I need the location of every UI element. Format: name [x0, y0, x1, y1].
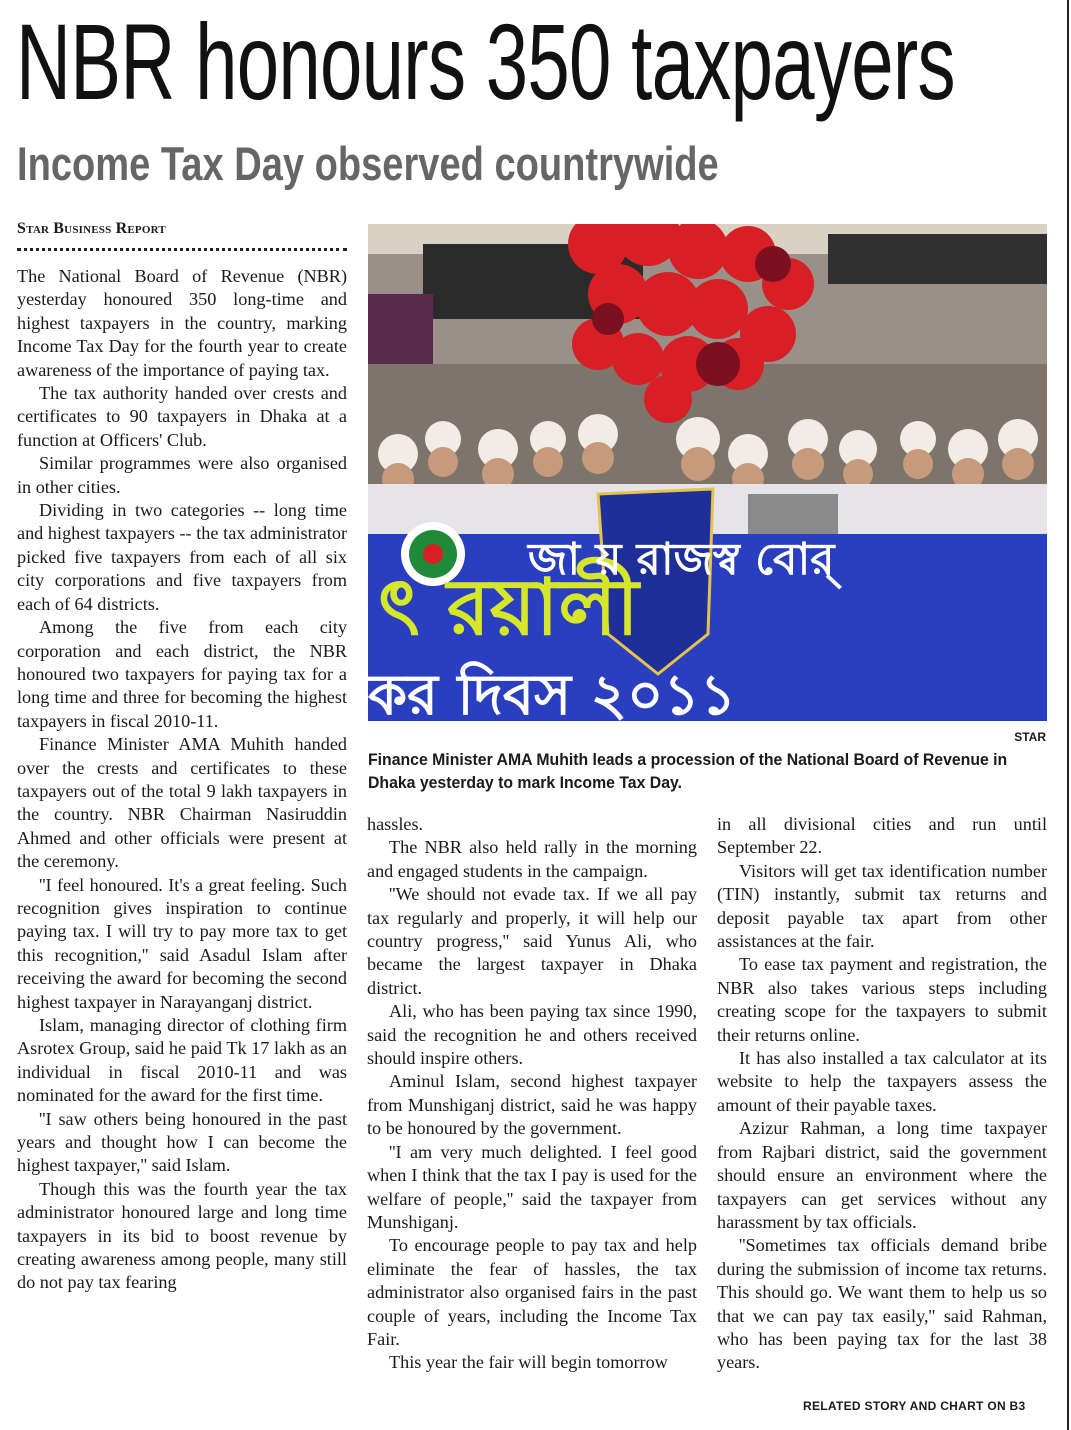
paragraph: The National Board of Revenue (NBR) yesterday honoured 350 long-time and highest taxpayers in the country, marking Income Tax Day for the fourth year to create awareness of the importance of paying tax. — [17, 266, 347, 380]
paragraph: Islam, managing director of clothing firm Asrotex Group, said he paid Tk 17 lakh as an individual in fiscal 2010-11 and was nominated for the award for the first time. — [17, 1015, 347, 1106]
svg-text:ৎ রয়ালী: ৎ রয়ালী — [378, 563, 639, 653]
subheadline: Income Tax Day observed countrywide — [17, 137, 719, 190]
paragraph: The tax authority handed over crests and certificates to 90 taxpayers in Dhaka at a function at Officers' Club. — [17, 383, 347, 450]
paragraph: Dividing in two categories -- long time and highest taxpayers -- the tax administrator picked five taxpayers from each of all six city corporations and five taxpayers from each of 64 districts. — [17, 500, 347, 614]
byline: Star Business Report — [17, 220, 166, 237]
svg-text:জা য় রাজস্ব বোর্: জা য় রাজস্ব বোর্ — [528, 534, 835, 585]
paragraph: Similar programmes were also organised in other cities. — [17, 453, 347, 497]
article-column-2 — [367, 813, 697, 1375]
article-column-3 — [717, 813, 1047, 1375]
headline: NBR honours 350 taxpayers — [16, 1, 955, 122]
svg-text:কর দিবস ২০১১: কর দিবস ২০১১ — [368, 663, 737, 721]
paragraph: It has also installed a tax calculator at its website to help the taxpayers assess the amount of their payable taxes. — [717, 1048, 1047, 1115]
paragraph: ''I saw others being honoured in the past years and thought how I can become the highest taxpayer,'' said Islam. — [17, 1108, 347, 1176]
paragraph: To ease tax payment and registration, the NBR also takes various steps including creating scope for the taxpayers to submit their returns online. — [717, 954, 1047, 1045]
article-column-1 — [17, 265, 347, 1295]
paragraph: ''Sometimes tax officials demand bribe during the submission of income tax returns. This should go. We want them to help us so that we can pay tax easily,'' said Rahman, who has been paying tax for the last 38 years. — [717, 1235, 1047, 1373]
paragraph: ''I am very much delighted. I feel good when I think that the tax I pay is used for the welfare of people,'' said the taxpayer from Munshiganj. — [367, 1141, 697, 1232]
paragraph: Though this was the fourth year the tax administrator honoured large and long time taxpayers in its bid to boost revenue by creating awareness among people, many still do not pay tax fearing — [17, 1178, 347, 1293]
dotted-divider — [17, 248, 347, 251]
paragraph: The NBR also held rally in the morning and engaged students in the campaign. — [367, 837, 697, 881]
paragraph: in all divisional cities and run until September 22. — [717, 814, 1047, 858]
paragraph: Finance Minister AMA Muhith handed over the crests and certificates to these taxpayers out of the total 9 lakh taxpayers in the country. NBR Chairman Nasiruddin Ahmed and other officials were present at the ceremony. — [17, 734, 347, 872]
paragraph: Among the five from each city corporation and each district, the NBR honoured two taxpayers for paying tax for a long time and three for becoming the highest taxpayers in fiscal 2010-11. — [17, 617, 347, 731]
paragraph: To encourage people to pay tax and help eliminate the fear of hassles, the tax administrator also organised fairs in the past couple of years, including the Income Tax Fair. — [367, 1235, 697, 1349]
paragraph: Azizur Rahman, a long time taxpayer from Rajbari district, said the government should ensure an environment where the taxpayers can get services without any harassment by tax officials. — [717, 1118, 1047, 1232]
paragraph: ''I feel honoured. It's a great feeling. Such recognition gives inspiration to continue paying tax. I will try to pay more tax to get this recognition,'' said Asadul Islam after receiving the award for becoming the second highest taxpayer in Narayanganj district. — [17, 874, 347, 1012]
related-story-link[interactable]: RELATED STORY AND CHART ON B3 — [803, 1399, 1026, 1413]
paragraph: This year the fair will begin tomorrow — [389, 1352, 668, 1373]
paragraph: Aminul Islam, second highest taxpayer from Munshiganj district, said he was happy to be honoured by the government. — [367, 1071, 697, 1139]
paragraph: hassles. — [367, 814, 424, 834]
paragraph: Visitors will get tax identification number (TIN) instantly, submit tax returns and deposit payable tax apart from other assistances at the fair. — [717, 860, 1047, 952]
photo-credit: STAR — [1014, 730, 1046, 744]
photo-caption: Finance Minister AMA Muhith leads a procession of the National Board of Revenue in Dhaka yesterday to mark Income Tax Day. — [368, 750, 1008, 792]
paragraph: Ali, who has been paying tax since 1990, said the recognition he and others received should inspire others. — [367, 1001, 697, 1069]
news-photo — [368, 224, 1047, 721]
paragraph: ''We should not evade tax. If we all pay tax regularly and properly, it will help our country progress,'' said Yunus Ali, who became the largest taxpayer in Dhaka district. — [367, 884, 697, 998]
column-rule — [1067, 0, 1069, 1430]
procession-photo-illustration — [368, 224, 1047, 721]
